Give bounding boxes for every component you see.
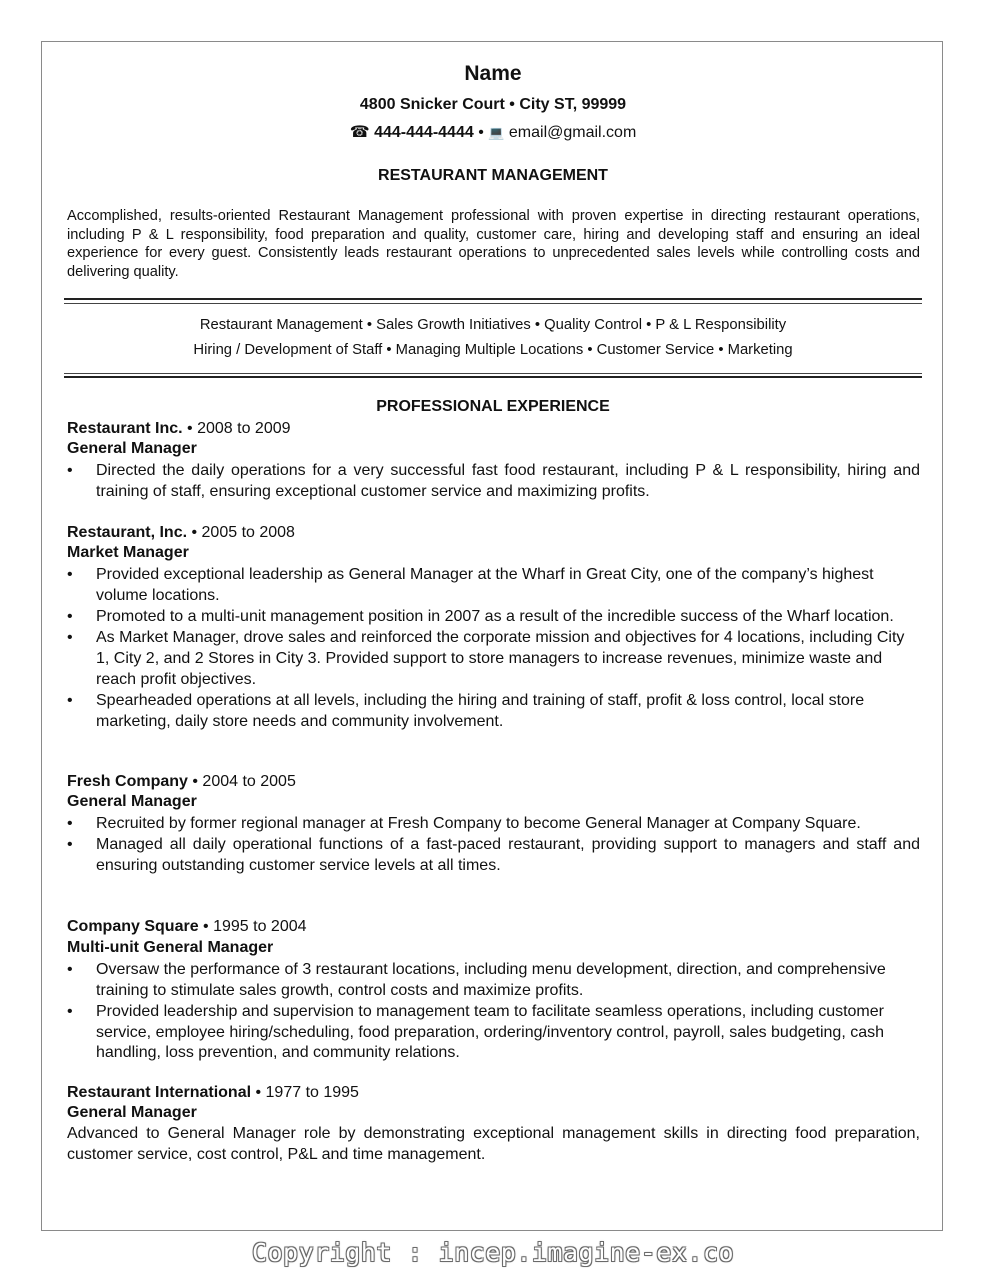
company-name: Fresh Company xyxy=(67,773,188,790)
list-item: • Provided exceptional leadership as General Manager at the Wharf in Great City, one of the company’s highest volume locations. xyxy=(67,566,874,604)
divider-bottom-thick xyxy=(64,376,922,378)
job-bullets xyxy=(67,814,920,877)
list-item: • Recruited by former regional manager at Fresh Company to become General Manager at Company Square. xyxy=(67,815,861,832)
job-header xyxy=(67,1084,359,1102)
company-name: Restaurant Inc. xyxy=(67,420,183,437)
experience-heading: PROFESSIONAL EXPERIENCE xyxy=(376,398,610,415)
list-item: • Provided leadership and supervision to management team to facilitate seamless operations, including customer service, employee hiring/scheduling, food preparation, ordering/inventory control, payroll, sales budgeting, cash handling, loss prevention, and community relations. xyxy=(67,1002,885,1062)
resume-page xyxy=(41,41,943,1231)
job-dates: • 2008 to 2009 xyxy=(182,420,291,437)
job-header xyxy=(67,918,307,936)
summary-paragraph: Accomplished, results-oriented Restaurant Management professional with proven expertise in directing restaurant operations, including P & L responsibility, food preparation and quality, customer care, hiring and developing staff and ensuring an ideal experience for every guest. Consistently leads restaurant operations to unprecedented sales levels while controlling costs and delivering quality. xyxy=(67,208,920,280)
computer-icon: 💻 xyxy=(488,125,505,140)
skills-line-2: Hiring / Development of Staff • Managing Multiple Locations • Customer Service • Marketing xyxy=(193,342,793,358)
job-bullets xyxy=(67,565,917,733)
skills-line-1: Restaurant Management • Sales Growth Initiatives • Quality Control • P & L Responsibility xyxy=(199,317,787,333)
company-name: Company Square xyxy=(67,918,199,935)
list-item: • Spearheaded operations at all levels, including the hiring and training of staff, profit & loss control, local store marketing, daily store needs and community involvement. xyxy=(67,691,865,730)
company-name: Restaurant International xyxy=(67,1084,252,1101)
list-item: • Managed all daily operational functions of a fast-paced restaurant, providing support to managers and staff and ensuring outstanding customer service levels at all times. xyxy=(67,836,920,874)
phone-icon: ☎ xyxy=(349,124,370,141)
job-title: General Manager xyxy=(67,793,197,810)
job-header xyxy=(67,773,296,791)
headline: RESTAURANT MANAGEMENT xyxy=(378,167,608,184)
list-item: • Promoted to a multi-unit management position in 2007 as a result of the incredible success of the Wharf location. xyxy=(67,607,894,625)
job-description: Advanced to General Manager role by demonstrating exceptional management skills in directing food preparation, customer service, cost control, P&L and time management. xyxy=(67,1125,920,1163)
divider-bottom-thin xyxy=(64,373,922,374)
contact-line xyxy=(42,122,944,142)
list-item: • Directed the daily operations for a very successful fast food restaurant, including P & L responsibility, hiring and training of staff, ensuring exceptional customer service and maximizing profits. xyxy=(67,462,920,500)
resume-name: Name xyxy=(464,62,522,85)
list-item: • Oversaw the performance of 3 restaurant locations, including menu development, direction, and comprehensive training to stimulate sales growth, control costs and maximize profits. xyxy=(67,961,886,999)
bullet-separator: • xyxy=(478,124,489,141)
address-line: 4800 Snicker Court • City ST, 99999 xyxy=(359,96,627,113)
list-item: • As Market Manager, drove sales and reinforced the corporate mission and objectives for 4 locations, including City 1, City 2, and 2 Stores in City 3. Provided support to store managers to increase revenues, minimize waste and reach profit objectives. xyxy=(67,629,905,688)
job-dates: • 1995 to 2004 xyxy=(198,918,307,935)
email-address: email@gmail.com xyxy=(508,124,637,141)
divider-top-thin xyxy=(64,303,922,304)
divider-top-thick xyxy=(64,298,922,300)
job-dates: • 2004 to 2005 xyxy=(187,773,296,790)
job-bullets xyxy=(67,461,920,503)
job-header xyxy=(67,524,295,542)
company-name: Restaurant, Inc. xyxy=(67,524,188,541)
job-title: Multi-unit General Manager xyxy=(67,939,274,956)
job-title: General Manager xyxy=(67,440,197,457)
job-title: General Manager xyxy=(67,1104,197,1121)
job-header xyxy=(67,420,291,438)
copyright-watermark: Copyright : incep.imagine-ex.co xyxy=(251,1238,735,1267)
job-bullets xyxy=(67,960,917,1065)
phone-number: 444-444-4444 xyxy=(374,124,474,141)
job-dates: • 2005 to 2008 xyxy=(187,524,295,541)
job-dates: • 1977 to 1995 xyxy=(251,1084,359,1101)
job-title: Market Manager xyxy=(67,544,189,561)
